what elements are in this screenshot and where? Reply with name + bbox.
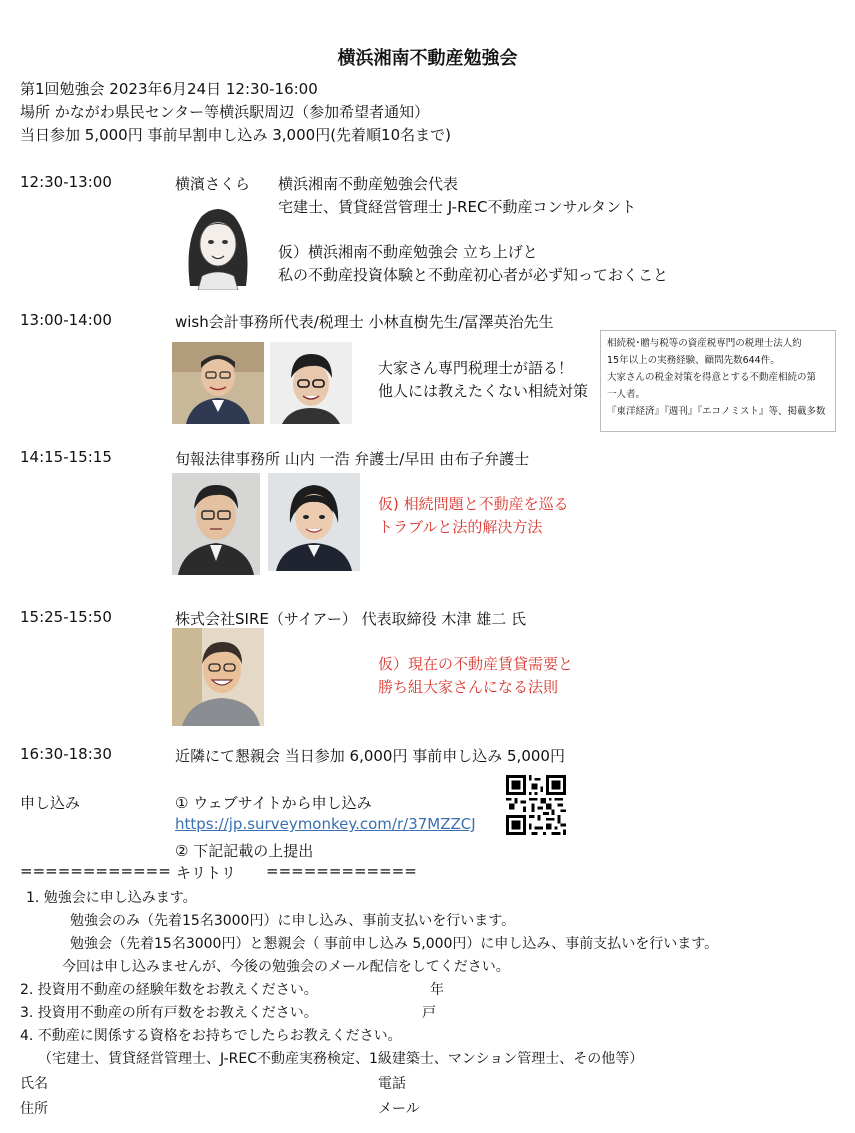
session-4-topic2: 勝ち組大家さんになる法則 <box>378 678 559 696</box>
session-1-topic2: 私の不動産投資体験と不動産初心者が必ず知っておくこと <box>278 266 669 284</box>
page-title: 横浜湘南不動産勉強会 <box>337 48 518 69</box>
note-line: 相続税･贈与税等の資産税専門の税理士法人約 <box>607 338 802 349</box>
name-field-label: 氏名 <box>20 1076 48 1092</box>
note-line: 大家さんの税金対策を得意とする不動産相続の第 <box>607 372 817 383</box>
form-q3: 3. 投資用不動産の所有戸数をお教えください。 <box>20 1005 318 1021</box>
session-2-time: 13:00-14:00 <box>20 311 112 329</box>
form-q1-option-mail-only[interactable]: 今回は申し込みませんが、今後の勉強会のメール配信をしてください。 <box>62 959 510 975</box>
session-3-topic1: 仮) 相続問題と不動産を巡る <box>378 495 569 513</box>
cut-line-label: キリトリ <box>176 864 237 882</box>
session-5-time: 16:30-18:30 <box>20 745 112 763</box>
event-location-line: 場所 かながわ県民センター等横浜駅周辺（参加希望者通知） <box>20 103 430 121</box>
tax-accountant-profile-note <box>600 330 836 432</box>
session-2-speaker: wish会計事務所代表/税理士 小林直樹先生/冨澤英治先生 <box>175 313 554 331</box>
phone-field-label: 電話 <box>378 1076 406 1092</box>
session-2-topic1: 大家さん専門税理士が語る！ <box>378 359 574 377</box>
note-line: 『東洋経済』『週刊』『エコノミスト』等、掲載多数 <box>607 406 826 417</box>
session-2-topic2: 他人には教えたくない相続対策 <box>378 382 589 400</box>
session-1-desc2: 宅建士、賃貸経営管理士 J-REC不動産コンサルタント <box>278 198 637 216</box>
session-1-speaker: 横濱さくら <box>175 175 251 193</box>
speaker-photo-yamauchi <box>172 473 260 575</box>
session-4-time: 15:25-15:50 <box>20 608 112 626</box>
form-q2-unit: 年 <box>430 982 444 998</box>
apply-label: 申し込み <box>20 794 81 812</box>
form-q1-option-study-only[interactable]: 勉強会のみ（先着15名3000円）に申し込み、事前支払いを行います。 <box>70 913 516 929</box>
cut-line-right: ============ <box>266 862 417 880</box>
apply-option-web: ① ウェブサイトから申し込み <box>175 794 372 812</box>
form-q4: 4. 不動産に関係する資格をお持ちでしたらお教えください。 <box>20 1028 402 1044</box>
address-field-label: 住所 <box>20 1101 48 1117</box>
cut-line-left: ============ <box>20 862 171 880</box>
speaker-photo-hayata <box>268 473 360 571</box>
speaker-illustration-sakura <box>172 198 264 290</box>
session-5-speaker: 近隣にて懇親会 当日参加 6,000円 事前申し込み 5,000円 <box>175 747 565 765</box>
form-q3-unit: 戸 <box>422 1005 436 1021</box>
session-3-speaker: 旬報法律事務所 山内 一浩 弁護士/早田 由布子弁護士 <box>175 450 530 468</box>
apply-option-paper: ② 下記記載の上提出 <box>175 842 314 860</box>
form-q1: 1. 勉強会に申し込みます。 <box>26 890 197 906</box>
session-1-desc1: 横浜湘南不動産勉強会代表 <box>278 175 459 193</box>
session-3-topic2: トラブルと法的解決方法 <box>378 518 543 536</box>
speaker-photo-kobayashi <box>172 342 264 424</box>
qr-code-icon[interactable] <box>506 775 566 835</box>
note-line: 15年以上の実務経験、顧問先数644件。 <box>607 355 780 366</box>
form-q2: 2. 投資用不動産の経験年数をお教えください。 <box>20 982 318 998</box>
form-q1-option-study-and-party[interactable]: 勉強会（先着15名3000円）と懇親会（ 事前申し込み 5,000円）に申し込み、事前支払いを行います。 <box>70 936 719 952</box>
speaker-photo-kizu <box>172 628 264 726</box>
session-1-topic1: 仮）横浜湘南不動産勉強会 立ち上げと <box>278 243 538 261</box>
session-4-speaker: 株式会社SIRE（サイアー） 代表取締役 木津 雄二 氏 <box>175 610 526 628</box>
speaker-photo-tomizawa <box>270 342 352 424</box>
form-q4-options: （宅建士、賃貸経営管理士、J-REC不動産実務検定、1級建築士、マンション管理士、その他等） <box>38 1051 644 1067</box>
event-fee-line: 当日参加 5,000円 事前早割申し込み 3,000円(先着順10名まで) <box>20 126 451 144</box>
mail-field-label: メール <box>378 1101 420 1117</box>
survey-link[interactable]: https://jp.surveymonkey.com/r/37MZZCJ <box>175 815 476 833</box>
event-date-line: 第1回勉強会 2023年6月24日 12:30-16:00 <box>20 80 318 98</box>
session-3-time: 14:15-15:15 <box>20 448 112 466</box>
note-line: 一人者。 <box>607 389 646 400</box>
session-1-time: 12:30-13:00 <box>20 173 112 191</box>
session-4-topic1: 仮）現在の不動産賃貸需要と <box>378 655 574 673</box>
